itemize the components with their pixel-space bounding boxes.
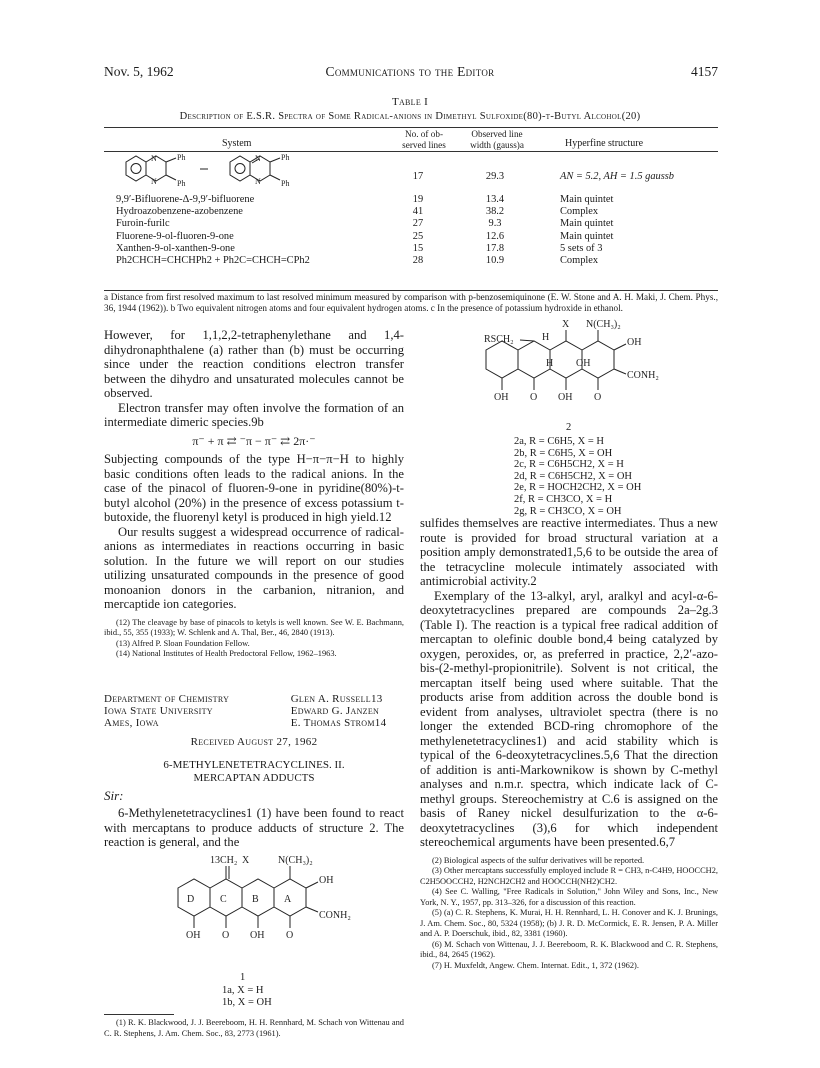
footnote: (4) See C. Walling, "Free Radicals in Solution," John Wiley and Sons, Inc., New York, N. Y., 1957, pp. 313–326, for a discussion of this reaction. — [420, 887, 718, 907]
svg-text:Ph: Ph — [281, 179, 290, 188]
running-header-section: Communications to the Editor — [325, 64, 495, 79]
svg-text:CONH₂: CONH₂ — [319, 910, 351, 921]
cell-lines: 28 — [412, 255, 424, 267]
svg-text:Ph: Ph — [177, 153, 186, 162]
table-col-lines — [392, 129, 456, 150]
cell-width: 9.3 — [488, 218, 502, 230]
svg-text:C: C — [220, 894, 227, 905]
table-bottom-rule — [104, 290, 718, 291]
footnote: (14) National Institutes of Health Predoctoral Fellow, 1962–1963. — [116, 649, 337, 658]
svg-text:O: O — [530, 392, 538, 403]
cell-lines: 25 — [412, 230, 424, 242]
svg-text:Ph: Ph — [281, 153, 290, 162]
svg-text:N: N — [151, 177, 157, 186]
article-title-line1: 6-METHYLENETETRACYCLINES. II. — [163, 759, 345, 771]
cell-hfs: 5 sets of 3 — [560, 242, 603, 254]
paragraph: sulfides themselves are reactive intermediates. Thus a new route is provided for broad structural variation at a position amply demonstrated1,5,6 to be outside the area of the tetracycline molecule intimately associated with antimicrobial activity.2 — [420, 516, 718, 588]
affiliation-line: Iowa State University — [104, 705, 213, 717]
received-date: Received August 27, 1962 — [190, 736, 318, 748]
table-top-rule — [104, 127, 718, 128]
footnotes-left-top — [104, 618, 404, 660]
table-row — [112, 206, 678, 218]
svg-text:N: N — [151, 154, 157, 163]
paragraph: However, for 1,1,2,2-tetraphenylethane and 1,4-dihydronaphthalene (a) rather than (b) must be occurring since under the reaction conditions electron transfer between the dihydro and unsaturated molecules cannot be observed. — [104, 328, 404, 400]
compound-2-variant: 2d, R = C6H5CH2, X = OH — [514, 470, 633, 482]
cell-hfs: Main quintet — [560, 230, 614, 242]
cell-lines: 41 — [412, 206, 424, 218]
footnote: (6) M. Schach von Wittenau, J. J. Beereboom, R. K. Blackwood and C. R. Stephens, ibid., 84, 2645 (1962). — [420, 939, 718, 959]
salutation: Sir: — [104, 788, 124, 803]
svg-text:CONH₂: CONH₂ — [627, 370, 659, 381]
compound-1a: 1a, X = H — [222, 985, 264, 996]
affiliation-line: Department of Chemistry — [104, 693, 230, 705]
svg-text:OH: OH — [319, 875, 334, 886]
cell-hfs: Main quintet — [560, 194, 614, 205]
compound-2-variant: 2e, R = HOCH2CH2, X = OH — [514, 482, 642, 494]
cell-system: Fluorene-9-ol-fluoren-9-one — [116, 230, 234, 242]
svg-text:O: O — [222, 930, 230, 941]
col-width-line2: width (gauss)a — [470, 139, 524, 150]
running-header-date: Nov. 5, 1962 — [104, 64, 174, 79]
table-label: Table I — [391, 96, 429, 108]
footnote: (13) Alfred P. Sloan Foundation Fellow. — [116, 638, 250, 648]
cell-width: 29.3 — [485, 171, 505, 182]
paragraph: Subjecting compounds of the type H−π−π−H to highly basic conditions often leads to the radical anions. In the case of the pinacol of fluoren-9-one in pyridine(80%)-t-butyl alcohol (20%) in the presence of excess potassium t-butoxide, the fluorenyl ketyl is produced in high yield.12 — [104, 452, 404, 524]
svg-text:X: X — [562, 319, 570, 330]
table-caption: Description of E.S.R. Spectra of Some Radical-anions in Dimethyl Sulfoxide(80)-t-Butyl Alcohol(20) — [179, 111, 641, 122]
table-col-hfs: Hyperfine structure — [565, 138, 644, 149]
table-row — [112, 194, 678, 206]
svg-text:OH: OH — [576, 358, 591, 369]
table-col-width — [456, 129, 538, 150]
cell-hfs: AN = 5.2, AH = 1.5 gaussb — [560, 171, 674, 182]
author-name: E. Thomas Strom14 — [290, 717, 387, 729]
affiliation-line: Ames, Iowa — [104, 717, 159, 729]
cell-system: Ph2CHCH=CHCHPh2 + Ph2C=CHCH=CPh2 — [116, 255, 310, 267]
compound-1-number: 1 — [240, 972, 246, 983]
table-row — [112, 243, 678, 255]
right-column — [420, 516, 718, 971]
footnote: (12) The cleavage by base of pinacols to ketyls is well known. See W. E. Bachmann, ibid., 55, 355 (1933); W. Schlenk and A. Thal, Ber., 46, 2840 (1913). — [104, 617, 404, 637]
table-row — [112, 165, 678, 194]
svg-text:H: H — [546, 358, 554, 369]
svg-text:N: N — [255, 154, 261, 163]
compound-2-variant: 2f, R = CH3CO, X = H — [514, 493, 613, 505]
footnote: (3) Other mercaptans successfully employed include R = CH3, n-C4H9, HOOCCH2, C2H5OOCCH2, H2NCH2CH2 and HOOCCH(NH2)CH2. — [420, 866, 718, 886]
author-name: Glen A. Russell13 — [290, 693, 383, 705]
cell-width: 17.8 — [485, 242, 505, 254]
compound-2-number: 2 — [566, 422, 572, 433]
cell-width: 38.2 — [485, 206, 505, 218]
cell-hfs: Complex — [560, 206, 599, 218]
svg-text:13CH₂: 13CH₂ — [210, 855, 238, 866]
cell-system: 9,9′-Bifluorene-Δ-9,9′-bifluorene — [116, 194, 255, 205]
footnote-1: (1) R. K. Blackwood, J. J. Beereboom, H. H. Rennhard, M. Schach von Wittenau and C. R. Stephens, J. Am. Chem. Soc., 83, 2773 (1961). — [104, 1018, 404, 1038]
compound-2-variant: 2a, R = C6H5, X = H — [514, 436, 605, 447]
cell-hfs: Main quintet — [560, 218, 614, 230]
footnotes-right — [420, 856, 718, 972]
svg-text:OH: OH — [558, 392, 573, 403]
svg-text:N(CH₃)₂: N(CH₃)₂ — [586, 319, 621, 330]
col-width-line1: Observed line — [471, 129, 523, 139]
svg-text:D: D — [187, 894, 195, 905]
svg-text:O: O — [594, 392, 602, 403]
cell-lines: 27 — [412, 218, 424, 230]
footnote: (5) (a) C. R. Stephens, K. Murai, H. H. Rennhard, L. H. Conover and K. J. Brunings, J. Am. Chem. Soc., 80, 5324 (1958); (b) J. R. D. McCormick, E. R. Jensen, P. A. Miller and A. P. Doerschuk, ibid., 82, 3381 (1960). — [420, 908, 718, 938]
col-lines-line1: No. of ob- — [404, 129, 444, 139]
compound-2-list — [514, 436, 641, 517]
compound-2-variant: 2b, R = C6H5, X = OH — [514, 447, 613, 459]
compound-1b: 1b, X = OH — [222, 997, 272, 1008]
table-col-system: System — [222, 138, 252, 149]
cell-system: Hydroazobenzene-azobenzene — [116, 206, 243, 218]
cell-system — [112, 165, 386, 194]
svg-text:N(CH₃)₂: N(CH₃)₂ — [278, 855, 313, 866]
svg-text:H: H — [542, 332, 550, 343]
svg-text:OH: OH — [494, 392, 509, 403]
structure-1-diagram — [158, 852, 358, 970]
esr-table — [112, 165, 678, 267]
table-row — [112, 218, 678, 230]
paragraph: Exemplary of the 13-alkyl, aryl, aralkyl and acyl-α-6-deoxytetracyclines prepared are compounds 2a–2g.3 (Table I). The reaction is a typical free radical addition of mercaptan to olefinic double bond,4 being catalyzed by oxygen, peroxides, or, as preferred in practice, 2,2′-azo-bis-(2-methyl-propionitrile). Solvent is not critical, the mercaptan itself being used where suitable. That the products arise from addition across the double bond is evident from analyses, ultraviolet spectra (there is no longer the extended BCD-ring chromophore of the methylenetetracyclines1) and acid stability which is typical of the 6-deoxytetracyclines.5,6 That the direction of addition is anti-Markownikow is shown by C-methyl analyses and n.m.r. spectra, which indicate lack of C-methyl groups. Stereochemistry at C.6 is assigned on the basis of Raney nickel desulfurization to the α-6-deoxytetracyclines (3),6 for which independent stereochemical arguments have been presented.6,7 — [420, 588, 718, 849]
cell-lines: 17 — [412, 171, 424, 182]
svg-text:N: N — [255, 177, 261, 186]
svg-text:OH: OH — [627, 337, 642, 348]
svg-text:RSCH₂: RSCH₂ — [484, 334, 514, 345]
cell-lines: 15 — [412, 242, 424, 254]
table-row — [112, 231, 678, 243]
footnote: (7) H. Muxfeldt, Angew. Chem. Internat. Edit., 1, 372 (1962). — [432, 960, 639, 970]
footnote: (2) Biological aspects of the sulfur derivatives will be reported. — [432, 855, 645, 865]
intro-paragraph — [104, 806, 404, 850]
cell-width: 10.9 — [485, 255, 505, 267]
cell-width: 13.4 — [485, 194, 505, 205]
page-number: 4157 — [691, 64, 718, 79]
col-lines-line2: served lines — [402, 139, 446, 150]
footnote-rule — [104, 1014, 174, 1015]
paragraph: Electron transfer may often involve the formation of an intermediate dimeric species.9b — [104, 400, 404, 429]
structure-2-diagram — [480, 318, 710, 422]
cell-system: Xanthen-9-ol-xanthen-9-one — [116, 242, 235, 254]
svg-text:X: X — [242, 855, 250, 866]
paragraph: 6-Methylenetetracyclines1 (1) have been found to react with mercaptans to produce adducts of structure 2. The reaction is general, and the — [104, 806, 404, 849]
equation: π⁻ + π ⇄ ⁻π − π⁻ ⇄ 2π·⁻ — [192, 433, 316, 448]
article-title-line2: MERCAPTAN ADDUCTS — [193, 772, 315, 784]
cell-lines: 19 — [412, 194, 424, 205]
svg-text:O: O — [286, 930, 294, 941]
paragraph: Our results suggest a widespread occurrence of radical-anions as intermediates in reactions occurring in basic solution. In the future we will report on our studies utilizing unsaturated compounds in the presence of good monoanion donors in the carbanion, nitranion, and mercaptide ion categories. — [104, 524, 404, 611]
cell-width: 12.6 — [485, 230, 505, 242]
table-row — [112, 255, 678, 267]
compound-2-variant: 2g, R = CH3CO, X = OH — [514, 505, 622, 517]
cell-hfs: Complex — [560, 255, 599, 267]
svg-text:Ph: Ph — [177, 179, 186, 188]
table-footnote: a Distance from first resolved maximum to last resolved minimum measured by comparison with p-benzosemiquinone (E. W. Stone and A. H. Maki, J. Chem. Phys., 36, 1944 (1962)). b Two equivalent nitrogen atoms and four equivalent hydrogen atoms. c In the presence of potassium hydroxide in ethanol. — [104, 292, 718, 313]
left-column — [104, 328, 404, 660]
svg-text:OH: OH — [186, 930, 201, 941]
svg-text:B: B — [252, 894, 259, 905]
signature-block — [104, 693, 404, 729]
cell-system: Furoin-furilc — [116, 218, 170, 230]
compound-2-variant: 2c, R = C6H5CH2, X = H — [514, 459, 624, 471]
author-name: Edward G. Janzen — [290, 705, 380, 717]
svg-text:OH: OH — [250, 930, 265, 941]
svg-text:A: A — [284, 894, 292, 905]
